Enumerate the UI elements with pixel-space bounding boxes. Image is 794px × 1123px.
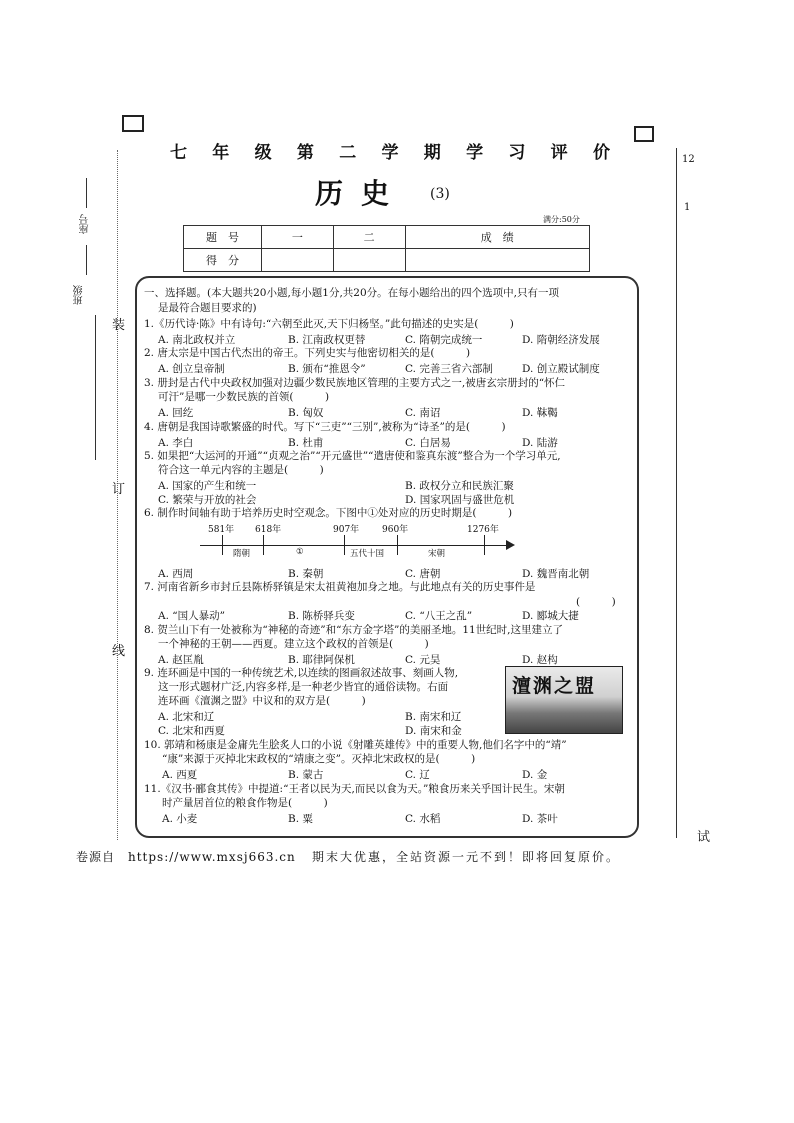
class-line <box>86 245 87 275</box>
q9-option-b[interactable]: B. 南宋和辽 <box>405 711 462 723</box>
score-row-header <box>184 226 590 249</box>
question-11-cont: 时产量居首位的粮食作物是( ) <box>162 797 328 809</box>
timeline-tick <box>344 535 345 555</box>
section-heading: 一、选择题。(本大题共20小题,每小题1分,共20分。在每小题给出的四个选项中,只有一项 <box>144 287 560 299</box>
q5-option-a[interactable]: A. 国家的产生和统一 <box>158 480 257 492</box>
title-char: 学 <box>381 143 399 163</box>
q8-option-a[interactable]: A. 赵匡胤 <box>158 654 204 666</box>
q3-option-a[interactable]: A. 回纥 <box>158 407 194 419</box>
subject-number: (3) <box>430 186 450 202</box>
right-edge-line <box>676 148 677 838</box>
q8-option-d[interactable]: D. 赵构 <box>522 654 558 666</box>
question-6: 6. 制作时间轴有助于培养历史时空观念。下图中①处对应的历史时期是( ) <box>144 507 513 519</box>
score-cell: 得 分 <box>184 249 262 272</box>
q11-option-d[interactable]: D. 茶叶 <box>522 813 558 825</box>
title-char: 第 <box>296 143 314 163</box>
q9-option-c[interactable]: C. 北宋和西夏 <box>158 725 225 737</box>
footer-source[interactable]: 卷源自 https://www.mxsj663.cn <box>76 850 296 864</box>
score-input-1[interactable] <box>262 249 334 272</box>
question-3-cont: 可汗”是哪一少数民族的首领( ) <box>158 391 330 403</box>
q3-option-d[interactable]: D. 靺鞨 <box>522 407 558 419</box>
right-fragment: 12 <box>682 154 695 165</box>
question-8-cont: 一个神秘的王朝——西夏。建立这个政权的首领是( ) <box>158 638 429 650</box>
timeline-tick <box>397 535 398 555</box>
bind-char-zhuang: 装 <box>112 318 126 333</box>
q2-option-a[interactable]: A. 创立皇帝制 <box>158 363 225 375</box>
timeline-segment: 五代十国 <box>350 549 385 559</box>
title-char: 学 <box>466 143 484 163</box>
seat-line <box>86 178 87 208</box>
q5-option-b[interactable]: B. 政权分立和民族汇聚 <box>405 480 514 492</box>
title-char: 七 <box>170 143 187 163</box>
question-9: 9. 连环画是中国的一种传统艺术,以连续的图画叙述故事、刻画人物, <box>144 667 459 679</box>
q10-option-a[interactable]: A. 西夏 <box>162 769 198 781</box>
q6-option-c[interactable]: C. 唐朝 <box>405 568 441 580</box>
timeline-segment: 宋朝 <box>428 549 446 559</box>
q2-option-c[interactable]: C. 完善三省六部制 <box>405 363 493 375</box>
timeline-year: 618年 <box>255 525 282 535</box>
title-char: 期 <box>423 143 441 163</box>
q4-option-d[interactable]: D. 陆游 <box>522 437 558 449</box>
full-mark: 满分:50分 <box>543 215 580 224</box>
q6-option-a[interactable]: A. 西周 <box>158 568 194 580</box>
timeline-year: 581年 <box>208 525 235 535</box>
question-9-cont: 这一形式题材广泛,内容多样,是一种老少皆宜的通俗读物。右面 <box>158 681 449 693</box>
name-line <box>95 315 96 460</box>
section-heading-cont: 是最符合题目要求的) <box>158 302 257 314</box>
q8-option-b[interactable]: B. 耶律阿保机 <box>288 654 355 666</box>
question-10-cont: “康”来源于灭掉北宋政权的“靖康之变”。灭掉北宋政权的是( ) <box>162 753 476 765</box>
question-5: 5. 如果把“大运河的开通”“贞观之治”“开元盛世”“遣唐使和鉴真东渡”整合为一个学习单元, <box>144 450 561 462</box>
question-9-cont2: 连环画《澶渊之盟》中议和的双方是( ) <box>158 695 366 707</box>
question-3: 3. 册封是古代中央政权加强对边疆少数民族地区管理的主要方式之一,被唐玄宗册封的“怀仁 <box>144 377 566 389</box>
question-1: 1.《历代诗·陈》中有诗句:“六朝至此灭,天下归杨坚。”此句描述的史实是( ) <box>144 318 514 330</box>
q5-option-c[interactable]: C. 繁荣与开放的社会 <box>158 494 257 506</box>
score-row-values <box>184 249 590 272</box>
right-fragment: 1 <box>684 202 691 213</box>
title-char: 价 <box>592 143 610 163</box>
score-input-total[interactable] <box>405 249 590 272</box>
subject-title: 历史 <box>315 177 408 210</box>
timeline-segment: ① <box>296 547 304 557</box>
score-input-2[interactable] <box>333 249 405 272</box>
page-edge-char: 试 <box>697 830 711 845</box>
question-10: 10. 郭靖和杨康是金庸先生脍炙人口的小说《射雕英雄传》中的重要人物,他们名字中的“靖” <box>144 739 567 751</box>
timeline-year: 1276年 <box>467 525 499 535</box>
comic-title: 澶渊之盟 <box>512 675 597 697</box>
timeline-segment: 隋朝 <box>233 549 251 559</box>
q10-option-d[interactable]: D. 金 <box>522 769 548 781</box>
score-cell: 二 <box>333 226 405 249</box>
title-char: 习 <box>508 143 526 163</box>
seat-label: 座号 <box>80 214 91 234</box>
title-char: 二 <box>339 143 357 163</box>
class-label: 班级 <box>74 285 85 305</box>
timeline-axis <box>200 545 510 546</box>
q7-option-d[interactable]: D. 郾城大捷 <box>522 610 579 622</box>
question-5-cont: 符合这一单元内容的主题是( ) <box>158 464 324 476</box>
timeline-year: 960年 <box>382 525 409 535</box>
score-cell: 一 <box>262 226 334 249</box>
q4-option-c[interactable]: C. 白居易 <box>405 437 451 449</box>
title-char: 年 <box>212 143 230 163</box>
question-4: 4. 唐朝是我国诗歌繁盛的时代。写下“三吏”“三别”,被称为“诗圣”的是( ) <box>144 421 506 433</box>
title-char: 级 <box>254 143 272 163</box>
q10-option-b[interactable]: B. 蒙古 <box>288 769 324 781</box>
bind-char-ding: 订 <box>112 482 126 497</box>
question-8: 8. 贺兰山下有一处被称为“神秘的奇迹”和“东方金字塔”的美丽圣地。11世纪时,这里建立了 <box>144 624 564 636</box>
q8-option-c[interactable]: C. 元昊 <box>405 654 441 666</box>
corner-mark-left <box>122 115 144 132</box>
q7-option-a[interactable]: A. “国人暴动” <box>158 610 225 622</box>
question-2: 2. 唐太宗是中国古代杰出的帝王。下列史实与他密切相关的是( ) <box>144 347 471 359</box>
q1-option-c[interactable]: C. 隋朝完成统一 <box>405 334 483 346</box>
q11-option-b[interactable]: B. 粟 <box>288 813 313 825</box>
q4-option-b[interactable]: B. 杜甫 <box>288 437 324 449</box>
title-char: 评 <box>550 143 568 163</box>
corner-mark-right <box>634 126 654 142</box>
comic-cover-image <box>505 666 623 734</box>
q1-option-a[interactable]: A. 南北政权并立 <box>158 334 236 346</box>
timeline-tick <box>222 535 223 555</box>
score-cell: 题 号 <box>184 226 262 249</box>
q1-option-b[interactable]: B. 江南政权更替 <box>288 334 366 346</box>
q5-option-d[interactable]: D. 国家巩固与盛世危机 <box>405 494 515 506</box>
q7-option-c[interactable]: C. “八王之乱” <box>405 610 473 622</box>
q9-option-d[interactable]: D. 南宋和金 <box>405 725 462 737</box>
q1-option-d[interactable]: D. 隋朝经济发展 <box>522 334 600 346</box>
footer-promo: 期末大优惠，全站资源一元不到！即将回复原价。 <box>312 850 621 864</box>
question-11: 11.《汉书·郦食其传》中提道:“王者以民为天,而民以食为天。”粮食历来关乎国计民生。宋朝 <box>144 783 565 795</box>
answer-bracket: ( ) <box>576 596 616 608</box>
q2-option-b[interactable]: B. 颁布“推恩令” <box>288 363 366 375</box>
score-cell: 成 绩 <box>405 226 590 249</box>
timeline-tick <box>484 535 485 555</box>
q3-option-b[interactable]: B. 匈奴 <box>288 407 324 419</box>
q9-option-a[interactable]: A. 北宋和辽 <box>158 711 215 723</box>
exam-title <box>170 138 610 163</box>
q2-option-d[interactable]: D. 创立殿试制度 <box>522 363 600 375</box>
q11-option-c[interactable]: C. 水稻 <box>405 813 441 825</box>
q7-option-b[interactable]: B. 陈桥驿兵变 <box>288 610 355 622</box>
timeline-year: 907年 <box>333 525 360 535</box>
question-7: 7. 河南省新乡市封丘县陈桥驿镇是宋太祖黄袍加身之地。与此地点有关的历史事件是 <box>144 581 536 593</box>
q4-option-a[interactable]: A. 李白 <box>158 437 194 449</box>
q6-option-d[interactable]: D. 魏晋南北朝 <box>522 568 590 580</box>
q10-option-c[interactable]: C. 辽 <box>405 769 430 781</box>
bind-char-xian: 线 <box>112 644 126 659</box>
q3-option-c[interactable]: C. 南诏 <box>405 407 441 419</box>
score-table <box>183 225 590 272</box>
timeline-arrow <box>506 540 515 550</box>
q11-option-a[interactable]: A. 小麦 <box>162 813 198 825</box>
timeline-tick <box>263 535 264 555</box>
q6-option-b[interactable]: B. 秦朝 <box>288 568 324 580</box>
